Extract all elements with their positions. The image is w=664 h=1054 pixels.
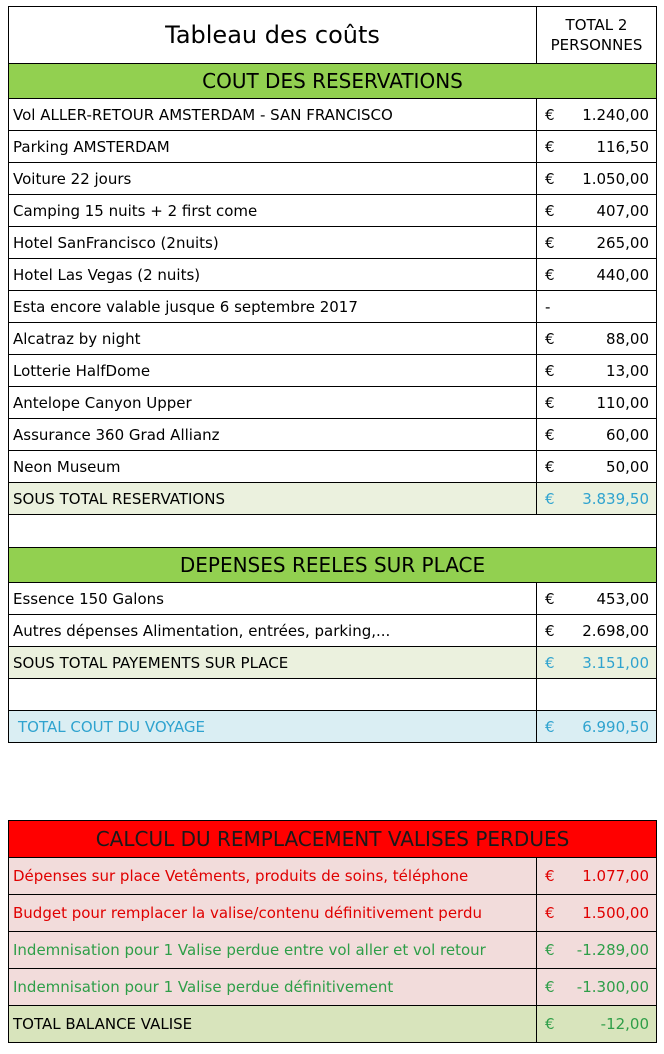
row-amount: 1.050,00 bbox=[582, 169, 649, 188]
table-row bbox=[9, 969, 657, 1006]
currency-symbol: € bbox=[545, 621, 555, 640]
table-row bbox=[9, 99, 657, 131]
balance-amount: -12,00 bbox=[600, 1015, 650, 1033]
grand-total-row bbox=[9, 711, 657, 743]
luggage-heading: CALCUL DU REMPLACEMENT VALISES PERDUES bbox=[9, 821, 657, 858]
row-amount-cell bbox=[537, 99, 657, 131]
onsite-section-header bbox=[9, 548, 657, 583]
row-label: Antelope Canyon Upper bbox=[9, 387, 537, 419]
row-label: Budget pour remplacer la valise/contenu définitivement perdu bbox=[9, 895, 537, 932]
empty-cell bbox=[537, 679, 657, 711]
row-amount-cell bbox=[537, 291, 657, 323]
row-amount-cell bbox=[537, 969, 657, 1006]
row-label: Camping 15 nuits + 2 first come bbox=[9, 195, 537, 227]
currency-symbol: - bbox=[545, 297, 551, 316]
table-row bbox=[9, 932, 657, 969]
reservations-subtotal-row bbox=[9, 483, 657, 515]
row-amount: 1.077,00 bbox=[582, 867, 650, 885]
row-label: Esta encore valable jusque 6 septembre 2017 bbox=[9, 291, 537, 323]
reservations-heading: COUT DES RESERVATIONS bbox=[9, 64, 657, 99]
luggage-table bbox=[8, 820, 657, 1043]
onsite-heading: DEPENSES REELES SUR PLACE bbox=[9, 548, 657, 583]
row-amount-cell bbox=[537, 451, 657, 483]
row-amount-cell bbox=[537, 195, 657, 227]
cost-table bbox=[8, 6, 657, 743]
row-amount-cell bbox=[537, 131, 657, 163]
row-label: Indemnisation pour 1 Valise perdue entre vol aller et vol retour bbox=[9, 932, 537, 969]
currency-symbol: € bbox=[545, 169, 555, 188]
row-amount: -1.289,00 bbox=[576, 941, 650, 959]
empty-cell bbox=[9, 515, 657, 548]
table-row bbox=[9, 323, 657, 355]
table-row bbox=[9, 131, 657, 163]
row-label: Autres dépenses Alimentation, entrées, parking,... bbox=[9, 615, 537, 647]
subtotal-amount-cell bbox=[537, 483, 657, 515]
total-column-header bbox=[537, 7, 657, 64]
row-amount: 1.240,00 bbox=[582, 105, 649, 124]
spacer-row bbox=[9, 515, 657, 548]
grand-total-amount: 6.990,50 bbox=[582, 717, 649, 736]
subtotal-amount: 3.151,00 bbox=[582, 653, 649, 672]
total-header-line2: PERSONNES bbox=[550, 36, 643, 54]
row-amount: 13,00 bbox=[606, 361, 649, 380]
row-label: Vol ALLER-RETOUR AMSTERDAM - SAN FRANCISCO bbox=[9, 99, 537, 131]
luggage-balance-row bbox=[9, 1006, 657, 1043]
table-row bbox=[9, 163, 657, 195]
row-label: Assurance 360 Grad Allianz bbox=[9, 419, 537, 451]
subtotal-amount-cell bbox=[537, 647, 657, 679]
row-amount-cell bbox=[537, 419, 657, 451]
currency-symbol: € bbox=[545, 867, 555, 885]
grand-total-amount-cell bbox=[537, 711, 657, 743]
subtotal-amount: 3.839,50 bbox=[582, 489, 649, 508]
row-amount-cell bbox=[537, 387, 657, 419]
table-row bbox=[9, 387, 657, 419]
row-label: Indemnisation pour 1 Valise perdue définitivement bbox=[9, 969, 537, 1006]
table-row bbox=[9, 615, 657, 647]
currency-symbol: € bbox=[545, 233, 555, 252]
currency-symbol: € bbox=[545, 489, 555, 508]
reservations-section-header bbox=[9, 64, 657, 99]
table-row bbox=[9, 227, 657, 259]
row-amount: 453,00 bbox=[596, 589, 649, 608]
row-amount: 1.500,00 bbox=[582, 904, 650, 922]
row-amount-cell bbox=[537, 163, 657, 195]
row-label: Voiture 22 jours bbox=[9, 163, 537, 195]
row-label: Essence 150 Galons bbox=[9, 583, 537, 615]
currency-symbol: € bbox=[545, 265, 555, 284]
currency-symbol: € bbox=[545, 904, 555, 922]
table-row bbox=[9, 259, 657, 291]
subtotal-label: SOUS TOTAL RESERVATIONS bbox=[9, 483, 537, 515]
row-amount: 407,00 bbox=[596, 201, 649, 220]
row-label: Lotterie HalfDome bbox=[9, 355, 537, 387]
empty-cell bbox=[9, 679, 537, 711]
currency-symbol: € bbox=[545, 201, 555, 220]
header-row bbox=[9, 7, 657, 64]
table-row bbox=[9, 451, 657, 483]
row-amount-cell bbox=[537, 583, 657, 615]
currency-symbol: € bbox=[545, 978, 555, 996]
row-amount: 116,50 bbox=[596, 137, 649, 156]
balance-amount-cell bbox=[537, 1006, 657, 1043]
row-amount: 60,00 bbox=[606, 425, 649, 444]
row-amount: 265,00 bbox=[596, 233, 649, 252]
row-label: Hotel SanFrancisco (2nuits) bbox=[9, 227, 537, 259]
row-amount: 110,00 bbox=[596, 393, 649, 412]
currency-symbol: € bbox=[545, 717, 555, 736]
grand-total-label: TOTAL COUT DU VOYAGE bbox=[9, 711, 537, 743]
subtotal-label: SOUS TOTAL PAYEMENTS SUR PLACE bbox=[9, 647, 537, 679]
table-row bbox=[9, 291, 657, 323]
row-amount-cell bbox=[537, 895, 657, 932]
row-amount-cell bbox=[537, 227, 657, 259]
currency-symbol: € bbox=[545, 329, 555, 348]
row-amount: 88,00 bbox=[606, 329, 649, 348]
row-label: Alcatraz by night bbox=[9, 323, 537, 355]
row-amount-cell bbox=[537, 355, 657, 387]
row-label: Hotel Las Vegas (2 nuits) bbox=[9, 259, 537, 291]
table-row bbox=[9, 355, 657, 387]
currency-symbol: € bbox=[545, 457, 555, 476]
table-row bbox=[9, 583, 657, 615]
row-label: Dépenses sur place Vetêments, produits de soins, téléphone bbox=[9, 858, 537, 895]
currency-symbol: € bbox=[545, 105, 555, 124]
currency-symbol: € bbox=[545, 137, 555, 156]
currency-symbol: € bbox=[545, 941, 555, 959]
balance-label: TOTAL BALANCE VALISE bbox=[9, 1006, 537, 1043]
row-label: Neon Museum bbox=[9, 451, 537, 483]
row-amount-cell bbox=[537, 323, 657, 355]
table-row bbox=[9, 419, 657, 451]
onsite-subtotal-row bbox=[9, 647, 657, 679]
row-amount: 440,00 bbox=[596, 265, 649, 284]
row-amount-cell bbox=[537, 259, 657, 291]
currency-symbol: € bbox=[545, 1015, 555, 1033]
currency-symbol: € bbox=[545, 393, 555, 412]
row-amount-cell bbox=[537, 932, 657, 969]
row-amount: 50,00 bbox=[606, 457, 649, 476]
table-row bbox=[9, 858, 657, 895]
page-title: Tableau des coûts bbox=[9, 7, 537, 64]
currency-symbol: € bbox=[545, 589, 555, 608]
currency-symbol: € bbox=[545, 425, 555, 444]
row-amount-cell bbox=[537, 858, 657, 895]
currency-symbol: € bbox=[545, 653, 555, 672]
currency-symbol: € bbox=[545, 361, 555, 380]
row-amount: -1.300,00 bbox=[576, 978, 650, 996]
luggage-section-header bbox=[9, 821, 657, 858]
row-amount-cell bbox=[537, 615, 657, 647]
total-header-line1: TOTAL 2 bbox=[565, 16, 628, 34]
row-amount: 2.698,00 bbox=[582, 621, 649, 640]
row-label: Parking AMSTERDAM bbox=[9, 131, 537, 163]
table-row bbox=[9, 195, 657, 227]
spacer-row bbox=[9, 679, 657, 711]
table-row bbox=[9, 895, 657, 932]
